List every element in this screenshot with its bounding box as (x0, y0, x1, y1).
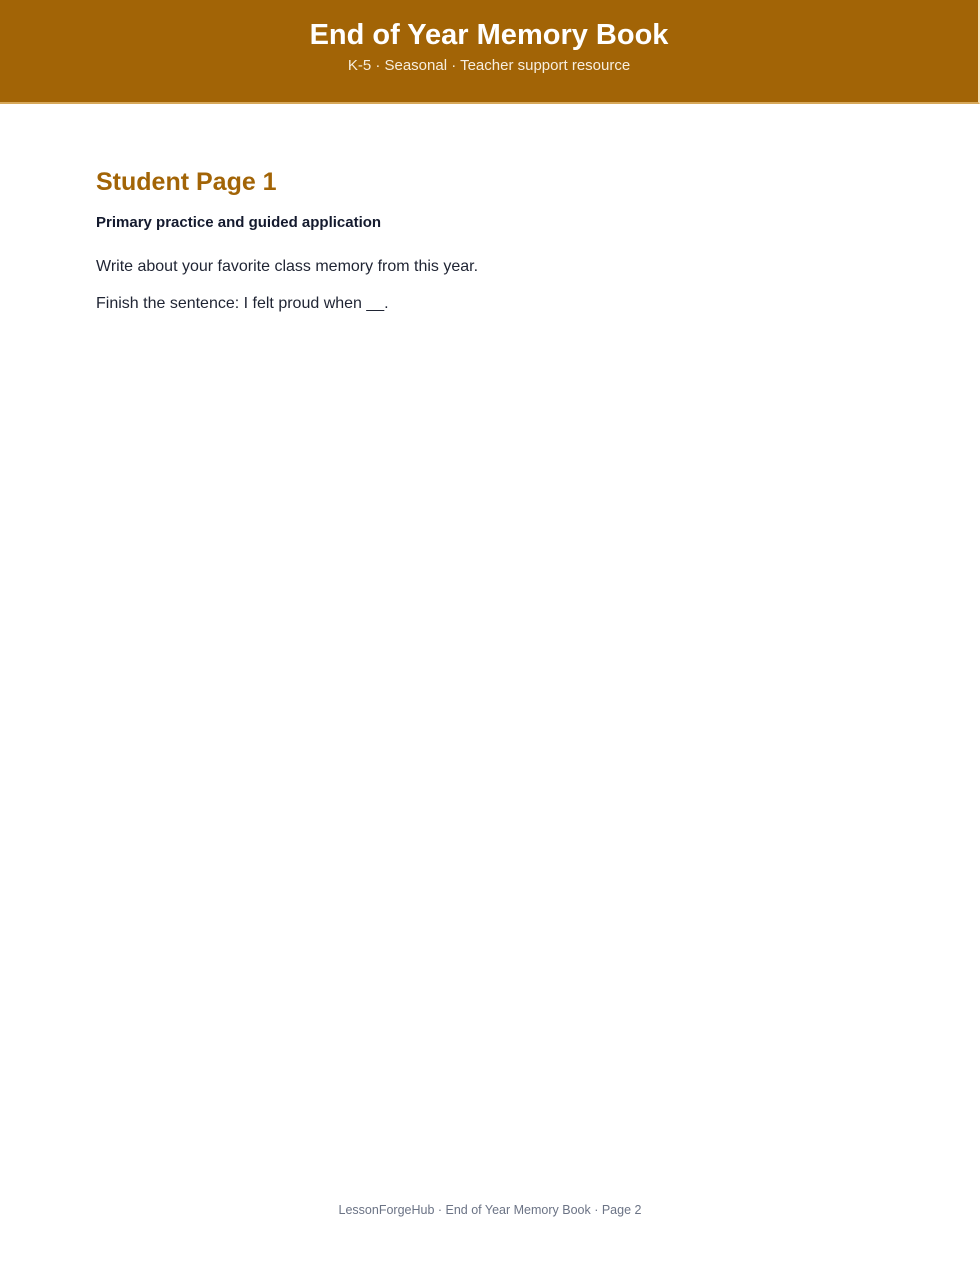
prompt-paragraph: Finish the sentence: I felt proud when __. (96, 295, 389, 312)
document-subtitle: K-5 · Seasonal · Teacher support resource (347, 57, 631, 74)
page-content (96, 166, 886, 314)
prompt-paragraph: Write about your favorite class memory from this year. (96, 258, 479, 275)
section-subtitle: Primary practice and guided application (96, 214, 382, 231)
section-title: Student Page 1 (96, 168, 277, 196)
document-title: End of Year Memory Book (309, 19, 669, 51)
page-header (0, 0, 980, 104)
page-footer: LessonForgeHub · End of Year Memory Book · Page 2 (338, 1203, 642, 1217)
